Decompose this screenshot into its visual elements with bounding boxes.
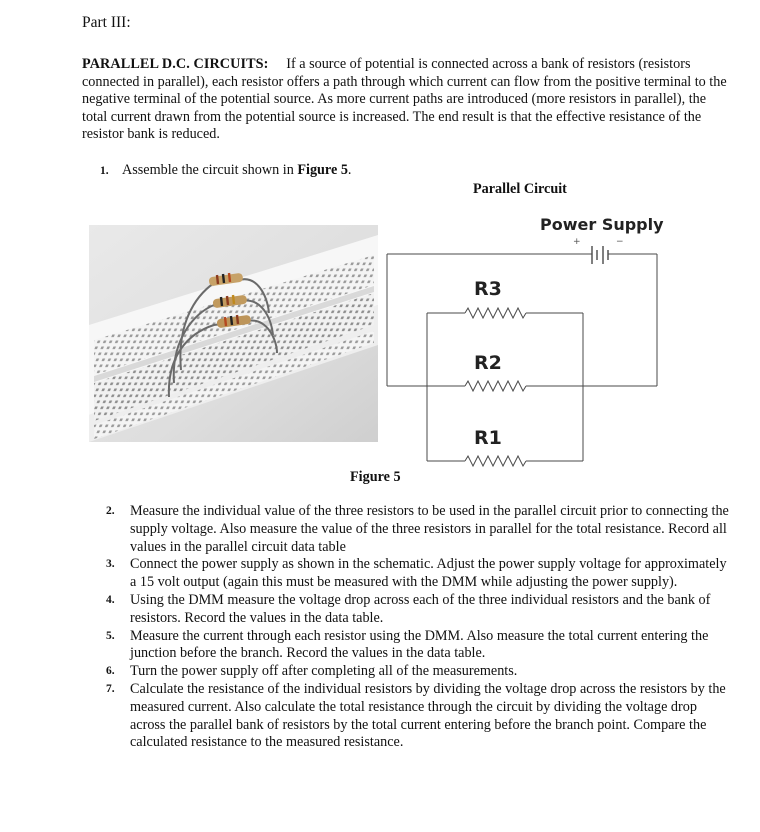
minus-label: − (616, 237, 624, 247)
step-text: Using the DMM measure the voltage drop across each of the three individual resistors and the bank of resistors. Record the values in the data table. (130, 591, 711, 626)
step-number: 1. (100, 165, 109, 177)
step-number: 6. (106, 665, 115, 678)
intro-paragraph (82, 56, 730, 144)
step-number: 5. (106, 629, 115, 642)
step-5 (100, 628, 730, 664)
step-number: 2. (106, 505, 115, 517)
breadboard-resistors-photo (89, 225, 378, 442)
step-end: . (347, 162, 352, 178)
intro-text: If a source of potential is connected across a bank of resistors (resistors connected in parallel), each resistor offers a path through which current can flow from the positive terminal to the negative terminal of the potential source. As more current paths are introduced (more resistors in parallel), the total current drawn from the potential source is increased. The end result is that the effective resistance of the resistor bank is reduced. (82, 56, 727, 143)
figure-caption: Figure 5 (350, 469, 401, 485)
step-text: Measure the current through each resistor using the DMM. Also measure the total current entering the junction before the branch. Record the values in the data table. (130, 627, 709, 662)
intro-heading: PARALLEL D.C. CIRCUITS: (82, 56, 269, 72)
resistor-r3-label: R3 (474, 278, 502, 300)
resistor-r1-label: R1 (474, 427, 502, 449)
figure-reference: Figure 5 (297, 162, 348, 178)
step-3 (100, 556, 730, 592)
step-2 (100, 503, 730, 556)
circuit-title: Parallel Circuit (473, 181, 567, 197)
step-number: 4. (106, 593, 115, 606)
step-1 (100, 162, 351, 179)
step-text: Measure the individual value of the three resistors to be used in the parallel circuit prior to connecting the supply voltage. Also measure the value of the three resistors in parallel for the total resistance. Record all values in the parallel circuit data table (130, 503, 729, 555)
step-number: 3. (106, 558, 115, 571)
step-number: 7. (106, 682, 115, 695)
resistor-r2-label: R2 (474, 352, 502, 374)
step-text: Calculate the resistance of the individual resistors by dividing the voltage drop across the resistors by the measured current. Also calculate the total resistance through the circuit by dividing the voltage drop across the parallel bank of resistors by the total current entering before the branch point. Compare the calculated resistance to the measured resistance. (130, 680, 726, 751)
step-4 (100, 592, 730, 628)
step-6 (100, 663, 730, 681)
procedure-steps (100, 503, 730, 752)
step-text: Connect the power supply as shown in the schematic. Adjust the power supply voltage for approximately a 15 volt output (again this must be measured with the DMM while adjusting the power supply). (130, 556, 727, 591)
parallel-circuit-schematic (380, 206, 670, 471)
part-title: Part III: (82, 14, 131, 31)
step-text: Turn the power supply off after completing all of the measurements. (130, 663, 518, 680)
power-supply-label: Power Supply (540, 215, 664, 234)
plus-label: + (573, 237, 581, 247)
step-text: Assemble the circuit shown in (122, 162, 298, 178)
step-7 (100, 681, 730, 752)
